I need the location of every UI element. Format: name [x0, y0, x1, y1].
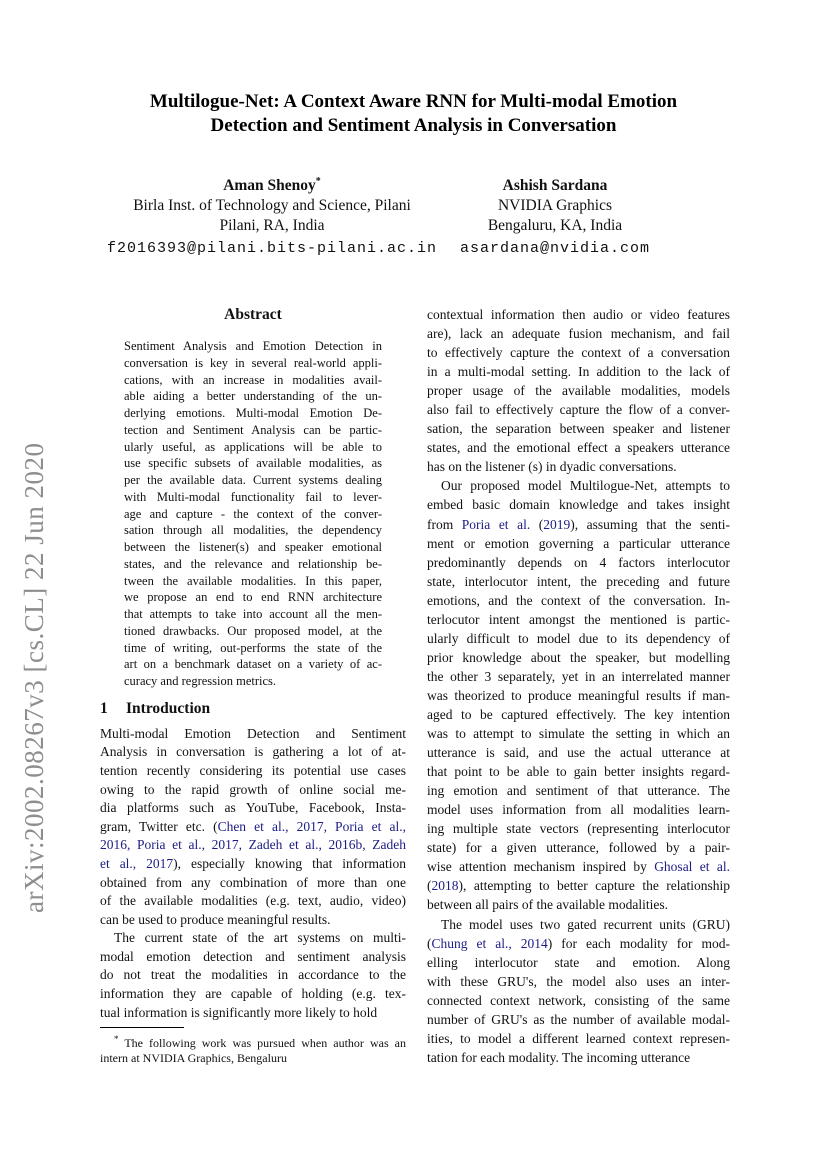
- text-line: tioned drawbacks. Our proposed model, at the: [124, 623, 382, 638]
- right-column: [427, 305, 730, 1067]
- citation-link[interactable]: Chen et al., 2017, Poria et al.,: [217, 818, 406, 834]
- section-1-number: 1: [100, 699, 108, 717]
- text-line: cations, with an increase in modalities avail-: [124, 372, 382, 387]
- text-line: ularly useful, as applications will be able to: [124, 439, 382, 454]
- text-line: The current state of the art systems on multi-: [114, 930, 406, 946]
- text-line: contextual information then audio or video features: [427, 307, 730, 322]
- text-line: of the available modalities (e.g. text, audio, video): [100, 893, 406, 909]
- citation-link[interactable]: 2016, Poria et al., 2017, Zadeh et al., 2016b, Zadeh: [100, 837, 406, 853]
- author-1-affiliation: Birla Inst. of Technology and Science, Pilani: [133, 197, 411, 215]
- text-line: [100, 855, 406, 874]
- text-line: age and capture - the context of the conver-: [124, 506, 382, 521]
- text-line: do not treat the modalities in accordance to the: [100, 967, 406, 983]
- text-line: states, and the emotional effect a speakers utterance: [427, 440, 730, 456]
- citation-link[interactable]: Ghosal et al.: [654, 859, 730, 875]
- paper-title: [0, 90, 827, 138]
- text-line: curacy and regression metrics.: [124, 674, 277, 688]
- text-line: proper usage of the available modalities, models: [427, 383, 730, 399]
- text-segment: ), assuming that the senti-: [570, 516, 730, 532]
- text-line: tation for each modality. The incoming utterance: [427, 1049, 691, 1065]
- text-line: owing to the rapid growth of online social me-: [100, 781, 406, 797]
- author-2-name-text: Ashish Sardana: [502, 177, 608, 195]
- text-segment: ), attempting to better capture the relationship: [458, 878, 730, 894]
- abstract-heading: Abstract: [224, 306, 282, 323]
- text-line: Sentiment Analysis and Emotion Detection in: [124, 339, 382, 353]
- abstract-body: [124, 338, 382, 690]
- text-line: [100, 818, 406, 837]
- author-1-email: f2016393@pilani.bits-pilani.ac.in: [106, 240, 438, 258]
- text-line: predominantly depends on 4 factors interlocutor: [427, 554, 730, 570]
- intro-paragraph-1: [100, 725, 406, 930]
- text-line: sation through all modalities, the dependency: [124, 523, 382, 538]
- text-line: ularly difficult to model due to its dependency of: [427, 630, 730, 646]
- text-line: ing multiple state vectors (representing interlocutor: [427, 821, 730, 837]
- text-line: aged to be captured effectively. The key intention: [427, 706, 730, 722]
- text-line: Multi-modal Emotion Detection and Sentiment: [100, 725, 406, 741]
- author-2-name: [440, 172, 670, 196]
- text-line: emotions, and the context of the conversation. In-: [427, 592, 730, 608]
- text-line: are), lack an adequate fusion mechanism, and fail: [427, 326, 730, 342]
- text-line: per the available data. Current systems dealing: [124, 473, 382, 487]
- text-line: [427, 515, 730, 534]
- left-column: [100, 305, 406, 1065]
- arxiv-stamp: arXiv:2002.08267v3 [cs.CL] 22 Jun 2020: [19, 442, 49, 913]
- author-1-location: Pilani, RA, India: [219, 217, 325, 235]
- author-1-footnote-mark: *: [315, 176, 321, 187]
- text-line: intern at NVIDIA Graphics, Bengaluru: [100, 1050, 287, 1065]
- text-line: that point to be able to gain better insights regard-: [427, 764, 730, 780]
- paper-title-line1: Multilogue-Net: A Context Aware RNN for Multi-modal Emotion: [149, 91, 678, 112]
- text-line: terlocutor intent amongst the mentioned is partic-: [427, 611, 730, 627]
- text-segment: ) for each modality for mod-: [547, 935, 730, 951]
- text-segment: ), especially knowing that information: [173, 855, 406, 871]
- text-line: also fail to effectively capture the flow of a conver-: [427, 402, 730, 418]
- text-line: time of writing, out-performs the state of the: [124, 640, 382, 655]
- text-segment: (: [427, 935, 432, 951]
- author-block-1: [104, 172, 440, 260]
- text-line: modal emotion detection and sentiment analysis: [100, 948, 406, 964]
- text-line: to effectively capture the context of a conversation: [427, 345, 730, 361]
- text-segment: gram, Twitter etc. (: [100, 818, 218, 834]
- text-line: able aiding a better understanding of the un-: [124, 389, 382, 404]
- right-paragraph-1: [427, 305, 730, 476]
- section-1-heading: [100, 699, 406, 718]
- intro-paragraph-2: [100, 929, 406, 1022]
- text-line: was theorized to produce meaningful results if man-: [427, 687, 730, 703]
- text-line: art on a benchmark dataset on a variety of ac-: [124, 657, 382, 672]
- text-line: in a multi-modal setting. In addition to the lack of: [427, 364, 730, 380]
- text-segment: The following work was pursued when author was an: [118, 1036, 406, 1051]
- text-line: ing emotion and sentiment of that utterance. The: [427, 783, 730, 799]
- text-line: between the listener(s) and speaker emotional: [124, 540, 382, 554]
- text-line: Analysis in conversation is gathering a lot of at-: [100, 744, 406, 760]
- text-line: use specific subsets of available modalities, as: [124, 456, 382, 471]
- text-line: [100, 1032, 406, 1051]
- text-line: [427, 857, 730, 876]
- text-line: The model uses two gated recurrent units (GRU): [441, 916, 730, 932]
- text-line: that attempts to take into account all the men-: [124, 607, 382, 621]
- text-line: utterance is said, and use the actual utterance at: [427, 745, 730, 761]
- citation-link[interactable]: 2018: [431, 878, 459, 894]
- text-line: prior knowledge about the speaker, but modelling: [427, 649, 730, 665]
- paper-title-line2: Detection and Sentiment Analysis in Conversation: [210, 115, 617, 136]
- text-line: state, interlocutor intent, the preceding and future: [427, 573, 730, 589]
- text-segment: (: [530, 516, 544, 532]
- author-2-email: asardana@nvidia.com: [459, 240, 651, 258]
- text-line: with Multi-modal functionality fail to lever-: [124, 489, 382, 504]
- right-paragraph-2: [427, 476, 730, 914]
- author-2-location: Bengaluru, KA, India: [487, 217, 623, 235]
- text-line: ment or emotion governing a particular utterance: [427, 535, 730, 551]
- citation-link[interactable]: Poria et al.: [461, 516, 531, 532]
- text-segment: (: [427, 878, 432, 894]
- text-line: number of GRU's as the number of available modal-: [427, 1011, 730, 1027]
- section-1-title: Introduction: [126, 699, 211, 717]
- citation-link[interactable]: Chung et al., 2014: [431, 935, 548, 951]
- text-line: connected context network, consisting of the same: [427, 992, 730, 1008]
- text-segment: wise attention mechanism inspired by: [427, 859, 655, 875]
- text-line: [427, 876, 730, 895]
- text-line: we propose an end to end RNN architecture: [124, 590, 382, 605]
- text-line: elling interlocutor state and emotion. Along: [427, 954, 730, 970]
- citation-link[interactable]: 2019: [543, 516, 571, 532]
- text-line: state) for a given utterance, followed by a pair-: [427, 840, 730, 856]
- text-line: model uses information from all modalities learn-: [427, 802, 730, 818]
- author-1-name-text: Aman Shenoy: [223, 177, 316, 195]
- text-line: derlying emotions. Multi-modal Emotion De-: [124, 406, 382, 420]
- text-segment: from: [427, 516, 462, 532]
- text-line: between all pairs of the available modalities.: [427, 897, 669, 913]
- text-line: [427, 934, 730, 953]
- text-line: was to attempt to simulate the setting in which an: [427, 726, 730, 742]
- text-line: tection and Sentiment Analysis can be partic-: [124, 422, 382, 437]
- text-line: tual information is significantly more likely to hold: [100, 1004, 378, 1020]
- footnote-marker: *: [114, 1034, 119, 1045]
- text-line: has on the listener (s) in dyadic conversations.: [427, 459, 677, 475]
- text-line: information they are capable of holding (e.g. tex-: [100, 986, 406, 1002]
- author-block-2: [440, 172, 670, 260]
- author-2-affiliation: NVIDIA Graphics: [497, 197, 613, 215]
- citation-link[interactable]: et al., 2017: [100, 855, 174, 871]
- text-line: obtained from any combination of more than one: [100, 874, 406, 890]
- text-line: can be used to produce meaningful results.: [100, 911, 331, 927]
- text-line: states, and the relevance and relationship be-: [124, 556, 382, 571]
- text-line: conversation is key in several real-world appli-: [124, 355, 382, 370]
- author-1-name: [104, 172, 440, 196]
- footnote: [100, 1032, 406, 1065]
- footnote-rule: [100, 1027, 184, 1028]
- text-line: tween the available modalities. In this paper,: [124, 573, 382, 588]
- text-line: tention recently considering its potential use cases: [100, 762, 406, 778]
- text-line: ities, to model a different learned context represen-: [427, 1030, 730, 1046]
- text-line: dia platforms such as YouTube, Facebook, Insta-: [100, 800, 406, 816]
- text-line: embed basic domain knowledge and takes insight: [427, 497, 730, 513]
- text-line: Our proposed model Multilogue-Net, attempts to: [441, 478, 730, 494]
- text-line: [100, 836, 406, 855]
- right-paragraph-3: [427, 915, 730, 1067]
- text-line: with these GRU's, the model also uses an inter-: [427, 973, 730, 989]
- text-line: sation, the separation between speaker and listener: [427, 421, 730, 437]
- text-line: the other 3 separately, yet in an interrelated manner: [427, 668, 730, 684]
